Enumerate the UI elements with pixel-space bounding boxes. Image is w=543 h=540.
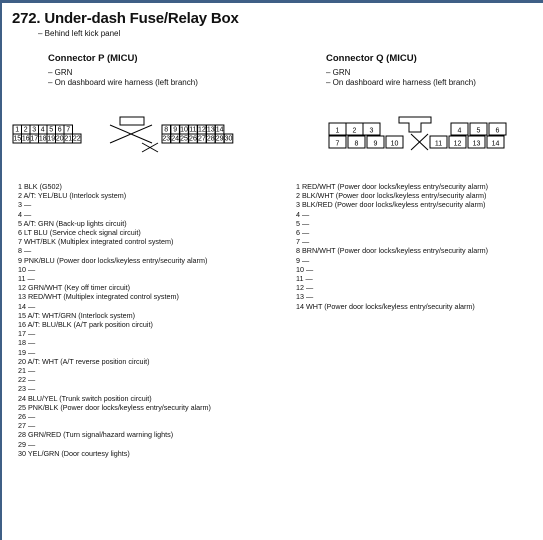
pin-number: 23 [162, 135, 171, 143]
pin-number: 7 [66, 126, 71, 134]
pin-row: 16 A/T: BLU/BLK (A/T park position circuit) [18, 320, 153, 330]
pin-number: 26 [189, 135, 197, 143]
pin-cell [56, 134, 65, 143]
pin-number: 27 [197, 135, 206, 143]
pin-number: 11 [434, 140, 443, 148]
pin-cell [189, 125, 198, 134]
pin-row: 18 — [18, 338, 36, 348]
pin-cell [430, 136, 447, 148]
pin-number: 11 [189, 126, 197, 134]
pin-cell [224, 134, 233, 143]
pin-number: 13 [472, 140, 481, 148]
pin-row: 5 A/T: GRN (Back-up lights circuit) [18, 218, 127, 228]
connector-p-blank-x [110, 125, 158, 152]
connector-q-lock-tab [399, 117, 431, 132]
connector-p-diagram [12, 114, 270, 154]
pin-number: 22 [72, 135, 81, 143]
pin-cell [13, 134, 22, 143]
pin-cell [171, 125, 180, 134]
pin-cell [207, 125, 216, 134]
pin-cell [386, 136, 403, 148]
pin-cell [30, 134, 39, 143]
pin-row: 9 PNK/BLU (Power door locks/keyless entry/security alarm) [18, 255, 208, 265]
pin-number: 6 [495, 127, 500, 135]
left-border [0, 0, 2, 540]
pin-number: 2 [23, 126, 28, 134]
pin-number: 30 [224, 135, 233, 143]
pin-cell [171, 134, 180, 143]
connector-p-color: – GRN [48, 68, 73, 77]
pin-number: 12 [453, 140, 462, 148]
pin-row: 7 WHT/BLK (Multiplex integrated control system) [18, 237, 174, 247]
pin-cell [207, 134, 216, 143]
pin-number: 4 [457, 127, 462, 135]
pin-number: 14 [491, 140, 500, 148]
pin-number: 3 [32, 126, 37, 134]
pin-number: 3 [369, 127, 374, 135]
pin-number: 5 [49, 126, 54, 134]
pin-row: 12 — [296, 283, 314, 293]
pin-cell [215, 134, 224, 143]
pin-number: 4 [40, 126, 45, 134]
pin-cell [449, 136, 466, 148]
pin-number: 13 [206, 126, 215, 134]
connector-q-title: Connector Q (MICU) [326, 53, 417, 64]
connector-p-location: – On dashboard wire harness (left branch) [48, 78, 198, 87]
pin-number: 19 [47, 135, 56, 143]
pin-row: 3 BLK/RED (Power door locks/keyless entry/security alarm) [296, 200, 486, 210]
pin-number: 10 [180, 126, 188, 134]
pin-cell [470, 123, 487, 135]
pin-cell [162, 125, 171, 134]
pin-cell [47, 134, 56, 143]
pin-row: 2 A/T: YEL/BLU (Interlock system) [18, 191, 127, 201]
pin-row: 8 BRN/WHT (Power door locks/keyless entry/security alarm) [296, 246, 488, 256]
pin-cell [487, 136, 504, 148]
connector-q-location: – On dashboard wire harness (left branch) [326, 78, 476, 87]
pin-cell [198, 125, 207, 134]
pin-row: 15 A/T: WHT/GRN (Interlock system) [18, 310, 136, 320]
pin-number: 18 [38, 135, 47, 143]
pin-number: 1 [335, 127, 340, 135]
pin-row: 19 — [18, 347, 36, 357]
pin-number: 5 [476, 127, 481, 135]
pin-number: 1 [15, 126, 20, 134]
pin-cell [64, 134, 73, 143]
pin-number: 8 [164, 126, 169, 134]
pin-row: 10 — [296, 264, 314, 274]
connector-p-lock-tab [120, 117, 144, 125]
pin-row: 22 — [18, 375, 36, 385]
pin-cell [329, 136, 346, 148]
pin-row: 6 LT BLU (Service check signal circuit) [18, 228, 141, 238]
pin-row: 21 — [18, 366, 36, 376]
pin-number: 21 [64, 135, 73, 143]
pin-number: 20 [55, 135, 64, 143]
pin-cell [489, 123, 506, 135]
pin-row: 12 GRN/WHT (Key off timer circuit) [18, 283, 130, 293]
pin-row: 20 A/T: WHT (A/T reverse position circuit) [18, 356, 150, 366]
pin-cell [346, 123, 363, 135]
pin-number: 10 [390, 140, 399, 148]
connector-q-pin-list [296, 182, 488, 311]
connector-p-title: Connector P (MICU) [48, 53, 138, 64]
pin-row: 7 — [296, 237, 310, 247]
pin-cell [468, 136, 485, 148]
pin-number: 29 [215, 135, 224, 143]
pin-number: 2 [352, 127, 357, 135]
pin-row: 4 — [296, 209, 310, 219]
page-title: 272. Under-dash Fuse/Relay Box [12, 10, 239, 27]
pin-cell [162, 134, 171, 143]
pin-cell [73, 134, 82, 143]
pin-row: 1 BLK (G502) [18, 182, 62, 191]
pin-row: 28 GRN/RED (Turn signal/hazard warning lights) [18, 430, 174, 440]
connector-q-blank-x [411, 134, 428, 150]
pin-number: 14 [215, 126, 224, 134]
pin-number: 16 [21, 135, 30, 143]
pin-cell [180, 125, 189, 134]
pin-row: 23 — [18, 384, 36, 394]
connector-p-pin-list [18, 182, 211, 458]
pin-cell [47, 125, 56, 134]
pin-cell [39, 125, 48, 134]
pin-cell [30, 125, 39, 134]
pin-cell [22, 134, 31, 143]
pin-row: 6 — [296, 228, 310, 238]
pin-row: 2 BLK/WHT (Power door locks/keyless entry/security alarm) [296, 191, 487, 201]
pin-cell [329, 123, 346, 135]
pin-number: 7 [335, 140, 340, 148]
pin-number: 8 [354, 140, 359, 148]
pin-cell [180, 134, 189, 143]
pin-cell [22, 125, 31, 134]
pin-number: 24 [171, 135, 180, 143]
pin-row: 4 — [18, 209, 32, 219]
pin-cell [215, 125, 224, 134]
pin-row: 26 — [18, 412, 36, 422]
pin-number: 28 [206, 135, 215, 143]
pin-number: 12 [197, 126, 206, 134]
connector-q-color: – GRN [326, 68, 351, 77]
top-border [0, 0, 543, 3]
pin-row: 8 — [18, 246, 32, 256]
pin-row: 3 — [18, 200, 32, 210]
pin-number: 15 [13, 135, 22, 143]
connector-q-diagram [327, 114, 515, 154]
pin-number: 17 [30, 135, 39, 143]
pin-cell [39, 134, 48, 143]
page-subtitle: – Behind left kick panel [38, 29, 121, 38]
pin-row: 5 — [296, 218, 310, 228]
pin-cell [56, 125, 65, 134]
pin-row: 30 YEL/GRN (Door courtesy lights) [18, 448, 130, 458]
pin-row: 14 WHT (Power door locks/keyless entry/security alarm) [296, 301, 475, 311]
pin-row: 1 RED/WHT (Power door locks/keyless entry/security alarm) [296, 182, 488, 191]
pin-row: 11 — [296, 274, 313, 284]
pin-cell [348, 136, 365, 148]
pin-row: 9 — [296, 255, 310, 265]
pin-row: 10 — [18, 264, 36, 274]
pin-number: 9 [373, 140, 378, 148]
pin-row: 17 — [18, 329, 36, 339]
pin-row: 24 BLU/YEL (Trunk switch position circuit) [18, 393, 152, 403]
pin-number: 6 [57, 126, 62, 134]
pin-row: 27 — [18, 421, 36, 431]
pin-cell [189, 134, 198, 143]
pin-number: 25 [180, 135, 188, 143]
pin-cell [13, 125, 22, 134]
pin-row: 29 — [18, 439, 36, 449]
pin-cell [451, 123, 468, 135]
pin-cell [367, 136, 384, 148]
pin-cell [64, 125, 73, 134]
pin-row: 14 — [18, 301, 36, 311]
pin-number: 9 [173, 126, 178, 134]
pin-row: 13 RED/WHT (Multiplex integrated control system) [18, 292, 179, 302]
pin-row: 25 PNK/BLK (Power door locks/keyless entry/security alarm) [18, 402, 211, 412]
pin-row: 13 — [296, 292, 314, 302]
pin-cell [198, 134, 207, 143]
pin-cell [363, 123, 380, 135]
pin-row: 11 — [18, 274, 35, 284]
